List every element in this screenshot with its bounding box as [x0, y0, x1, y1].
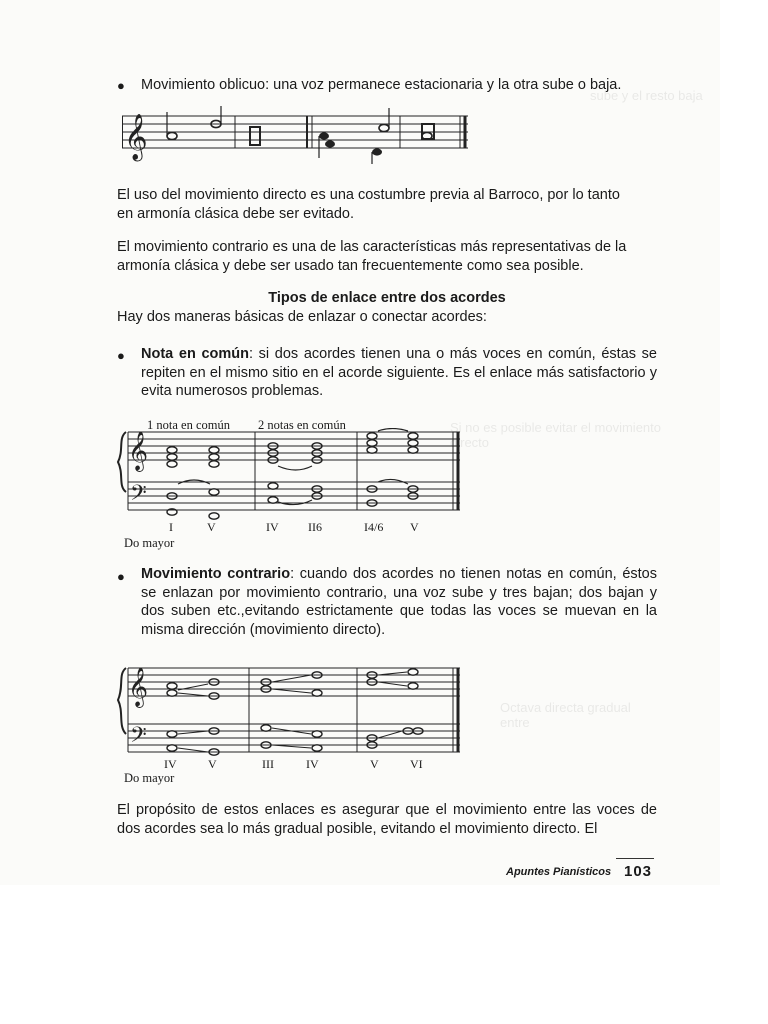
example1-key: Do mayor: [124, 536, 175, 550]
section-heading: Tipos de enlace entre dos acordes: [268, 290, 506, 306]
contrary-motion-text: : cuando dos acordes no tienen notas en común, éstos se enlazan por movimiento contrario, una voz sube y tres bajan; dos bajan y dos suben etc.,evitando estrictamente que todas las voces se muevan en la misma dirección (movimiento directo).: [141, 566, 657, 638]
svg-text:𝄢: 𝄢: [130, 481, 147, 511]
example1-numeral-6: V: [410, 520, 419, 534]
oblique-motion-text: Movimiento oblicuo: una voz permanece estacionaria y la otra sube o baja.: [141, 77, 622, 93]
example1-label-one: 1 nota en común: [147, 418, 230, 432]
example1-numeral-4: II6: [308, 520, 322, 534]
example2-numeral-5: V: [370, 757, 379, 771]
example2-numeral-2: V: [208, 757, 217, 771]
example1-numeral-2: V: [207, 520, 216, 534]
contrary-motion-paragraph: El movimiento contrario es una de las características más representativas de la armonía clásica y debe ser usado tan frecuentemente como sea posible.: [117, 239, 627, 274]
example1-label-two: 2 notas en común: [258, 418, 346, 432]
example1-numeral-5: I4/6: [364, 520, 384, 534]
example1-numeral-3: IV: [266, 520, 279, 534]
common-note-title: Nota en común: [141, 346, 249, 362]
example2-key: Do mayor: [124, 771, 175, 785]
direct-motion-paragraph: El uso del movimiento directo es una costumbre previa al Barroco, por lo tanto en armonía clásica debe ser evitado.: [117, 187, 620, 222]
bullet-marker: ●: [117, 348, 125, 363]
contrary-motion-bullet: [141, 565, 657, 639]
example1-numeral-1: I: [169, 520, 173, 534]
oblique-motion-staff: [122, 106, 472, 168]
example2-numeral-1: IV: [164, 757, 177, 771]
svg-text:𝄢: 𝄢: [130, 723, 147, 753]
common-note-bullet: [141, 345, 657, 401]
page-number: 103: [624, 863, 653, 880]
contrary-motion-title: Movimiento contrario: [141, 566, 291, 582]
bullet-marker: ●: [117, 569, 125, 584]
footer-rule: [616, 858, 654, 859]
common-note-text: : si dos acordes tienen una o más voces en común, éstas se repiten en el mismo sitio en el acorde siguiente. Es el enlace más satisfactorio y evita numerosos problemas.: [141, 346, 657, 399]
example2-numeral-3: III: [262, 757, 274, 771]
svg-text:𝄞: 𝄞: [124, 114, 148, 160]
closing-paragraph: El propósito de estos enlaces es asegurar que el movimiento entre las voces de dos acordes sea lo más gradual posible, evitando el movimiento directo. El: [117, 802, 657, 837]
book-page: sube y el resto baja Si no es posible evitar el movimiento directo Octava directa gradual entre ● Movimiento oblicuo: una voz permanece estacionaria y la otra sube o baja. 𝄞 El uso del movimiento directo es una costumbre previa al Barroco, por lo tanto en armonía clásica debe ser evitado. El movimiento contrario es una de las características más representativas de la armonía clásica y debe ser usado tan frecuentemente como sea posible. Tipos de enlace entre dos acordes Hay dos maneras básicas de enlazar o conectar acordes: ● Nota en común: si dos acordes tienen una o más voces en común, éstas se repiten en el mismo sitio en el acorde siguiente. Es el enlace más satisfactorio y evita numerosos problemas. 1 nota en común 2 notas en común 𝄞 𝄢 I V IV II6 I4/6 V Do mayor ● Movimiento contrario: cuando dos acordes no tienen notas en común, éstos se enlazan por movimiento contrario, una voz sube y tres bajan; dos bajan y dos suben etc.,evitando estrictamente que todas las voces se muevan en la misma dirección (movimiento directo). 𝄞 𝄢 IV V III IV V VI Do mayor El propósito de estos enlaces es asegurar que el movimiento entre las voces de dos acordes sea lo más gradual posible, evitando el movimiento directo. El Apuntes Pianísticos 103: [0, 0, 720, 885]
example2-numeral-6: VI: [410, 757, 423, 771]
footer-book-title: Apuntes Pianísticos: [506, 866, 612, 878]
svg-text:𝄞: 𝄞: [128, 667, 149, 707]
contrary-motion-grand-staff: [116, 664, 466, 758]
svg-text:𝄞: 𝄞: [128, 431, 149, 471]
bullet-marker: ●: [117, 78, 125, 93]
example2-numeral-4: IV: [306, 757, 319, 771]
section-intro: Hay dos maneras básicas de enlazar o conectar acordes:: [117, 309, 487, 325]
common-note-grand-staff: [116, 428, 466, 520]
